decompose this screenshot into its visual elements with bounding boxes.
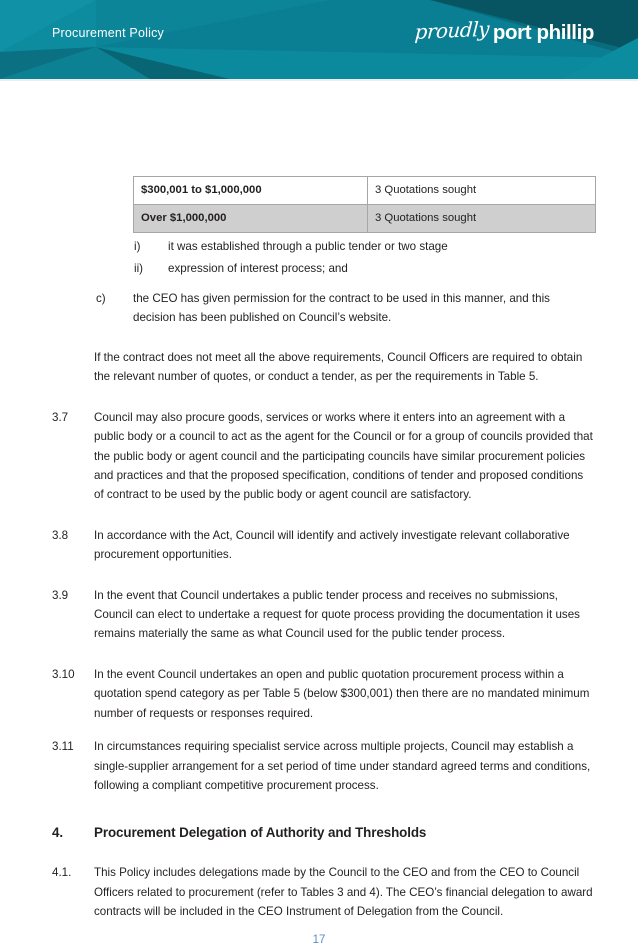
logo-wordmark: port phillip <box>492 21 594 44</box>
list-item <box>0 239 638 254</box>
clause-number: 3.10 <box>52 667 75 681</box>
section-title: Procurement Delegation of Authority and Thresholds <box>94 825 427 841</box>
port-phillip-logo <box>413 16 594 45</box>
clause-text: In the event that Council undertakes a public tender process and receives no submissions, Council can elect to undertake a request for quote process providing the documentation it uses remains materially the same as what Council used for the public tender process. <box>94 588 580 641</box>
list-marker: i) <box>134 240 141 253</box>
clause-4-1 <box>0 863 638 921</box>
quotation-thresholds-table <box>133 176 596 233</box>
list-item-text: it was established through a public tender or two stage <box>168 240 448 253</box>
clause-text: In circumstances requiring specialist service across multiple projects, Council may establish a single-supplier arrangement for a set period of time under standard agreed terms and conditions, following a compliant competitive procurement process. <box>94 740 591 792</box>
clause-text: In accordance with the Act, Council will identify and actively investigate relevant collaborative procurement opportunities. <box>94 528 570 562</box>
table-row <box>134 177 596 205</box>
document-body <box>0 239 638 922</box>
clause-text: This Policy includes delegations made by the Council to the CEO and from the CEO to Council Officers related to procurement (refer to Tables 3 and 4). The CEO’s financial delegation to award contracts will be included in the CEO Instrument of Delegation from the Council. <box>94 866 593 919</box>
table-cell-spend-range: $300,001 to $1,000,000 <box>134 177 368 205</box>
clause-3-11 <box>0 737 638 795</box>
clause-number: 3.8 <box>52 528 69 542</box>
list-item <box>0 261 638 276</box>
table-cell-requirement: 3 Quotations sought <box>368 205 596 233</box>
page-number: 17 <box>312 934 326 946</box>
list-marker: c) <box>96 292 106 305</box>
clause-number: 4.1. <box>52 866 72 880</box>
list-item-text: expression of interest process; and <box>168 262 348 275</box>
section-heading-4 <box>0 823 638 842</box>
clause-number: 3.7 <box>52 410 69 424</box>
clause-text: In the event Council undertakes an open and public quotation procurement process within a quotation spend category as per Table 5 (below $300,001) then there are no mandated minimum number of requests or responses required. <box>94 667 590 720</box>
table-cell-spend-range: Over $1,000,000 <box>134 205 368 233</box>
page-header-banner <box>0 0 638 79</box>
table-row <box>134 205 596 233</box>
section-number: 4. <box>52 825 63 841</box>
clause-number: 3.9 <box>52 588 69 602</box>
document-title: Procurement Policy <box>52 26 164 40</box>
clause-3-10 <box>0 665 638 723</box>
clause-3-9 <box>0 586 638 644</box>
clause-3-8 <box>0 526 638 565</box>
list-item <box>0 289 638 327</box>
list-item-text: the CEO has given permission for the contract to be used in this manner, and this decision has been published on Council’s website. <box>133 292 550 324</box>
paragraph-table5-reference: If the contract does not meet all the above requirements, Council Officers are required to obtain the relevant number of quotes, or conduct a tender, as per the requirements in Table 5. <box>94 351 583 384</box>
clause-text: Council may also procure goods, services or works where it enters into an agreement with a public body or a council to act as the agent for the Council or for a group of councils provided that the public body or agent council and the participating councils have similar procurement policies and practices and that the proposed specification, conditions of tender and proposed conditions of contract to be used by the public body or agent council are satisfactory. <box>94 410 593 502</box>
list-marker: ii) <box>134 262 144 275</box>
clause-number: 3.11 <box>52 740 74 754</box>
clause-3-7 <box>0 408 638 505</box>
banner-divider <box>0 79 638 81</box>
table-cell-requirement: 3 Quotations sought <box>368 177 596 205</box>
logo-script-word: proudly <box>413 16 490 44</box>
